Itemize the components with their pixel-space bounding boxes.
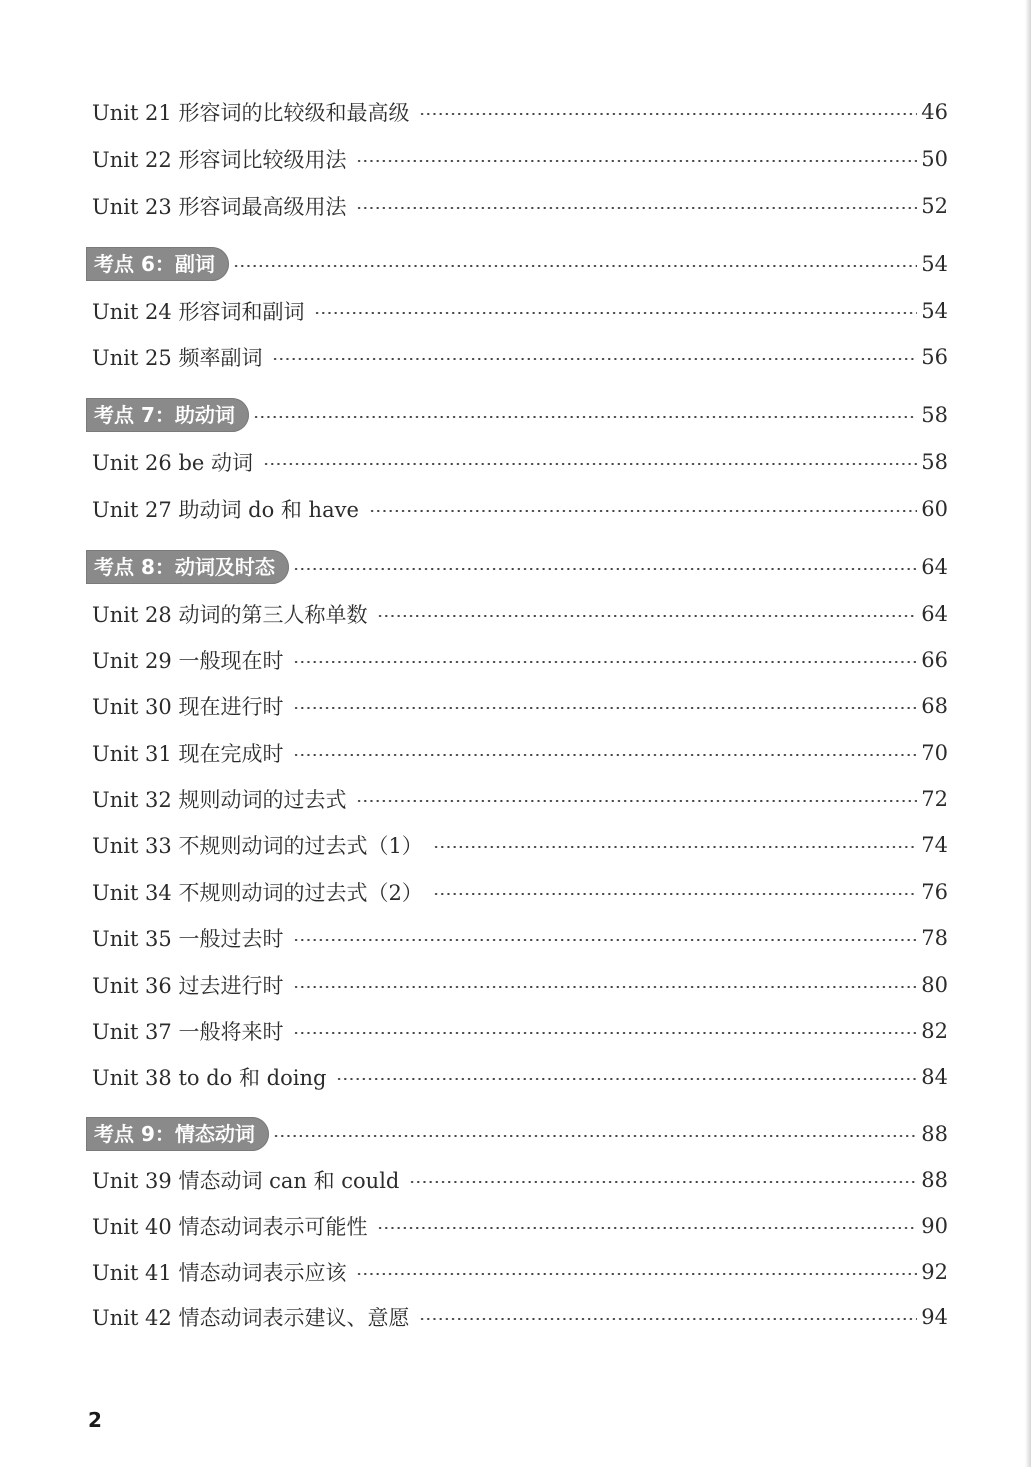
- dot-leader: [263, 463, 917, 465]
- toc-entry-page: 54: [921, 299, 948, 323]
- toc-entry-unit-24[interactable]: [92, 293, 948, 329]
- dot-leader: [369, 510, 917, 512]
- dot-leader: [293, 939, 917, 941]
- toc-entry-label: Unit 33 不规则动词的过去式（1）: [92, 834, 423, 858]
- page-number: 2: [88, 1408, 102, 1432]
- toc-section-9[interactable]: [86, 1115, 948, 1153]
- toc-entry-unit-35[interactable]: [92, 920, 948, 956]
- toc-entry-page: 52: [921, 194, 948, 218]
- toc-entry-page: 80: [921, 973, 948, 997]
- toc-entry-page: 60: [921, 497, 948, 521]
- toc-entry-unit-41[interactable]: [92, 1254, 948, 1290]
- toc-entry-label: Unit 36 过去进行时: [92, 974, 284, 998]
- toc-entry-page: 78: [921, 926, 948, 950]
- toc-entry-page: 88: [921, 1168, 948, 1192]
- toc-entry-label: Unit 30 现在进行时: [92, 695, 284, 719]
- toc-entry-label: Unit 37 一般将来时: [92, 1020, 284, 1044]
- dot-leader: [433, 893, 917, 895]
- toc-entry-label: Unit 25 频率副词: [92, 346, 263, 370]
- toc-entry-unit-29[interactable]: [92, 642, 948, 678]
- toc-section-8[interactable]: [86, 548, 948, 586]
- section-heading-badge: 考点 8：动词及时态: [86, 550, 289, 584]
- section-heading-badge: 考点 7：助动词: [86, 398, 249, 432]
- toc-entry-page: 74: [921, 833, 948, 857]
- toc-entry-page: 54: [921, 252, 948, 276]
- toc-entry-unit-31[interactable]: [92, 735, 948, 771]
- toc-entry-unit-33[interactable]: [92, 827, 948, 863]
- toc-entry-label: Unit 41 情态动词表示应该: [92, 1261, 347, 1285]
- dot-leader: [273, 1135, 917, 1137]
- dot-leader: [419, 1318, 917, 1320]
- toc-entry-label: Unit 21 形容词的比较级和最高级: [92, 101, 410, 125]
- toc-entry-unit-42[interactable]: [92, 1299, 948, 1335]
- toc-entry-page: 64: [921, 555, 948, 579]
- toc-entry-page: 72: [921, 787, 948, 811]
- dot-leader: [293, 568, 917, 570]
- toc-entry-label: Unit 29 一般现在时: [92, 649, 284, 673]
- toc-entry-unit-30[interactable]: [92, 688, 948, 724]
- toc-entry-page: 56: [921, 345, 948, 369]
- toc-entry-label: Unit 31 现在完成时: [92, 742, 284, 766]
- dot-leader: [293, 661, 917, 663]
- toc-entry-page: 88: [921, 1122, 948, 1146]
- toc-entry-unit-38[interactable]: [92, 1059, 948, 1095]
- toc-entry-unit-26[interactable]: [92, 444, 948, 480]
- dot-leader: [233, 265, 917, 267]
- toc-entry-unit-32[interactable]: [92, 781, 948, 817]
- toc-entry-page: 66: [921, 648, 948, 672]
- toc-entry-unit-23[interactable]: [92, 188, 948, 224]
- toc-entry-page: 82: [921, 1019, 948, 1043]
- toc-entry-unit-25[interactable]: [92, 339, 948, 375]
- toc-entry-page: 64: [921, 602, 948, 626]
- toc-entry-page: 46: [921, 100, 948, 124]
- toc-entry-page: 68: [921, 694, 948, 718]
- toc-entry-label: Unit 23 形容词最高级用法: [92, 195, 347, 219]
- dot-leader: [293, 754, 917, 756]
- toc-entry-label: Unit 22 形容词比较级用法: [92, 148, 347, 172]
- toc-entry-page: 58: [921, 450, 948, 474]
- dot-leader: [377, 1227, 917, 1229]
- toc-entry-unit-37[interactable]: [92, 1013, 948, 1049]
- toc-entry-label: Unit 26 be 动词: [92, 451, 253, 475]
- dot-leader: [314, 312, 917, 314]
- toc-entry-label: Unit 27 助动词 do 和 have: [92, 498, 359, 522]
- toc-entry-page: 90: [921, 1214, 948, 1238]
- toc-entry-label: Unit 32 规则动词的过去式: [92, 788, 347, 812]
- toc-entry-unit-27[interactable]: [92, 491, 948, 527]
- toc-entry-unit-21[interactable]: [92, 94, 948, 130]
- dot-leader: [293, 986, 917, 988]
- toc-entry-page: 84: [921, 1065, 948, 1089]
- toc-entry-page: 76: [921, 880, 948, 904]
- dot-leader: [293, 1032, 917, 1034]
- dot-leader: [419, 113, 917, 115]
- toc-entry-page: 92: [921, 1260, 948, 1284]
- toc-entry-page: 70: [921, 741, 948, 765]
- dot-leader: [356, 800, 917, 802]
- dot-leader: [356, 207, 917, 209]
- dot-leader: [377, 615, 917, 617]
- toc-entry-label: Unit 40 情态动词表示可能性: [92, 1215, 368, 1239]
- toc-entry-page: 94: [921, 1305, 948, 1329]
- toc-entry-page: 50: [921, 147, 948, 171]
- toc-entry-label: Unit 42 情态动词表示建议、意愿: [92, 1306, 410, 1330]
- toc-entry-unit-39[interactable]: [92, 1162, 948, 1198]
- toc-entry-unit-34[interactable]: [92, 874, 948, 910]
- toc-entry-label: Unit 39 情态动词 can 和 could: [92, 1169, 400, 1193]
- toc-entry-label: Unit 38 to do 和 doing: [92, 1066, 327, 1090]
- section-heading-badge: 考点 6：副词: [86, 247, 229, 281]
- dot-leader: [336, 1078, 917, 1080]
- dot-leader: [356, 1273, 917, 1275]
- toc-entry-label: Unit 28 动词的第三人称单数: [92, 603, 368, 627]
- toc-entry-label: Unit 34 不规则动词的过去式（2）: [92, 881, 423, 905]
- toc-entry-unit-22[interactable]: [92, 141, 948, 177]
- dot-leader: [293, 707, 917, 709]
- toc-section-7[interactable]: [86, 396, 948, 434]
- toc-entry-label: Unit 24 形容词和副词: [92, 300, 305, 324]
- toc-entry-page: 58: [921, 403, 948, 427]
- toc-entry-unit-40[interactable]: [92, 1208, 948, 1244]
- dot-leader: [433, 846, 917, 848]
- toc-section-6[interactable]: [86, 245, 948, 283]
- toc-entry-unit-28[interactable]: [92, 596, 948, 632]
- dot-leader: [356, 160, 917, 162]
- dot-leader: [409, 1181, 917, 1183]
- dot-leader: [253, 416, 917, 418]
- dot-leader: [272, 358, 917, 360]
- toc-entry-label: Unit 35 一般过去时: [92, 927, 284, 951]
- section-heading-badge: 考点 9：情态动词: [86, 1117, 269, 1151]
- toc-entry-unit-36[interactable]: [92, 967, 948, 1003]
